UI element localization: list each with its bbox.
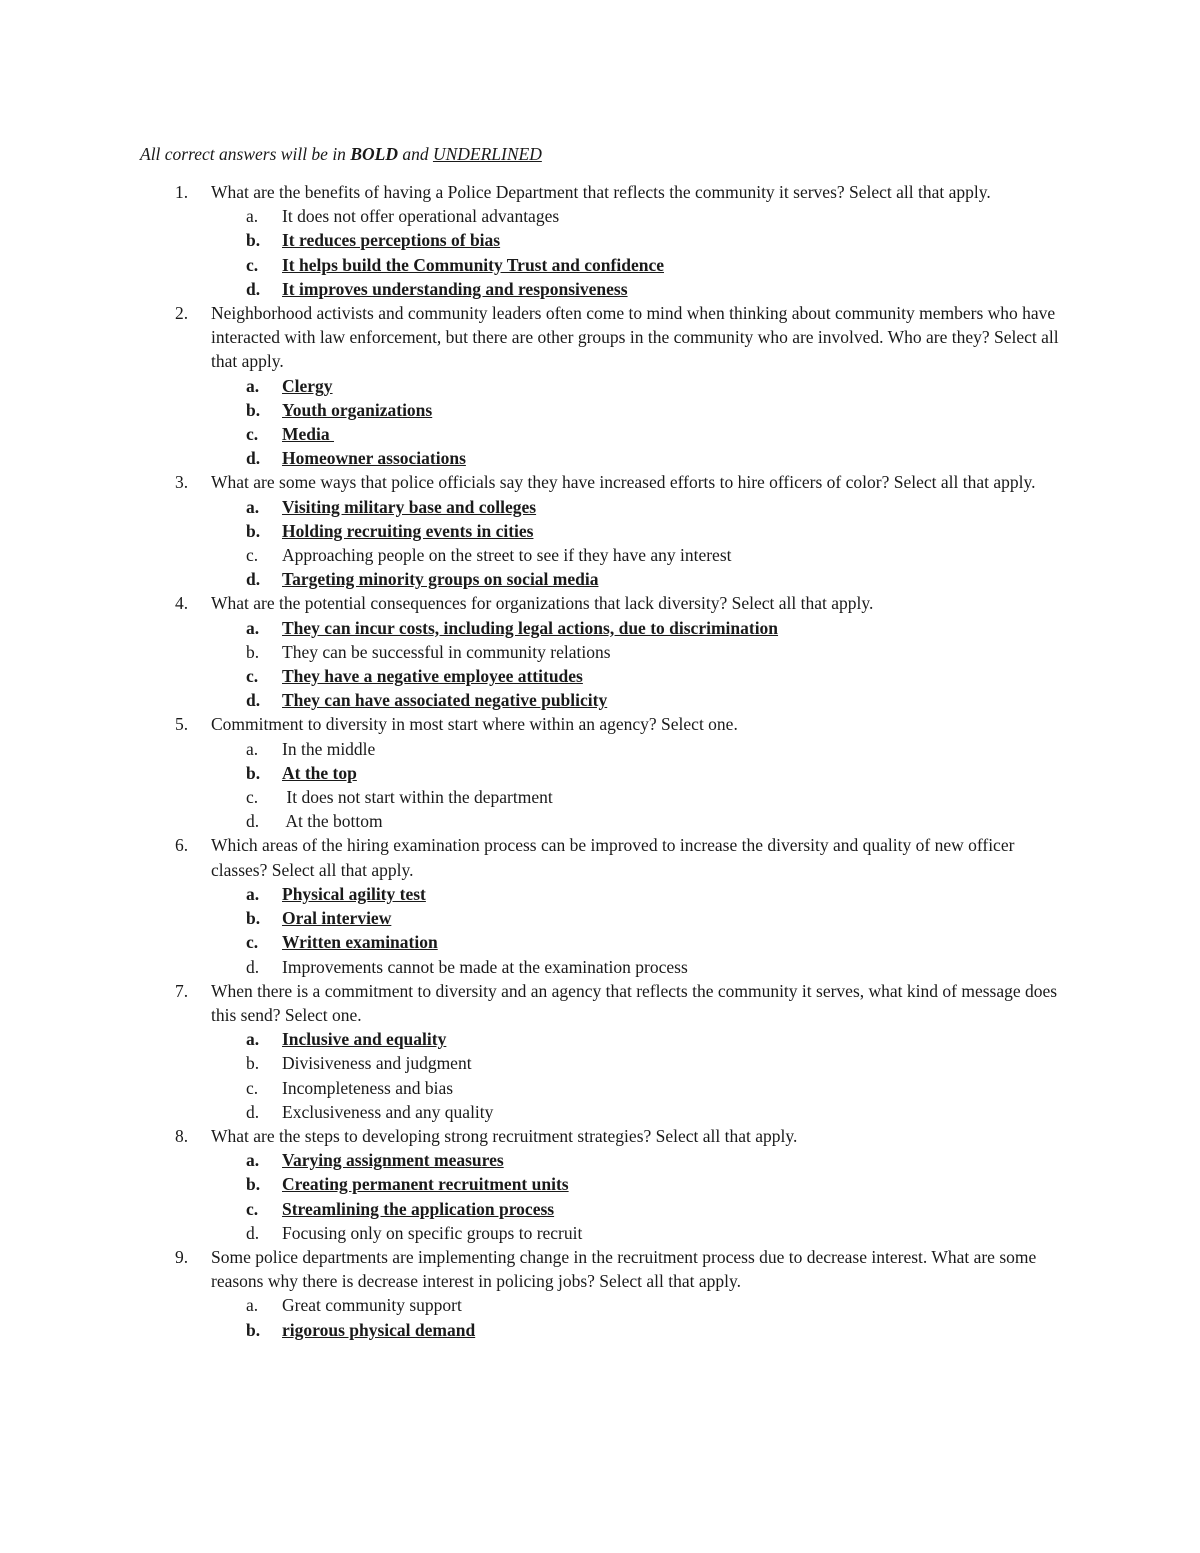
option-text: Oral interview — [282, 908, 392, 929]
question-number: 1. — [175, 182, 189, 202]
answer-option-correct — [0, 906, 1200, 930]
option-letter: a. — [246, 883, 260, 904]
option-text: rigorous physical demand — [282, 1319, 476, 1340]
option-text: Incompleteness and bias — [282, 1077, 454, 1098]
question-item — [0, 180, 1200, 204]
question-item — [0, 979, 1200, 1027]
answer-option-correct — [0, 446, 1200, 470]
option-letter: c. — [246, 254, 259, 275]
option-letter: a. — [246, 1029, 260, 1050]
question-item — [0, 470, 1200, 494]
option-text: It does not offer operational advantages — [282, 206, 560, 227]
question-item — [0, 833, 1200, 881]
answer-option-correct — [0, 398, 1200, 422]
option-letter: a. — [246, 1150, 260, 1171]
answer-option-correct — [0, 422, 1200, 446]
answer-option-correct — [0, 616, 1200, 640]
option-text: In the middle — [282, 738, 376, 759]
option-text: Visiting military base and colleges — [282, 496, 537, 517]
answer-option-correct — [0, 1027, 1200, 1051]
option-text: Clergy — [282, 375, 333, 396]
option-letter: c. — [246, 1198, 259, 1219]
question-item — [0, 301, 1200, 374]
question-item — [0, 1245, 1200, 1293]
question-list — [0, 180, 1200, 1342]
answer-option-correct — [0, 664, 1200, 688]
option-text: They have a negative employee attitudes — [282, 666, 583, 687]
option-text: Divisiveness and judgment — [282, 1053, 472, 1074]
option-letter: b. — [246, 1174, 261, 1195]
option-letter: b. — [246, 641, 260, 662]
option-text: It improves understanding and responsiveness — [282, 278, 628, 299]
answer-option-correct — [0, 1197, 1200, 1221]
option-text: Homeowner associations — [282, 448, 466, 469]
answer-option-correct — [0, 930, 1200, 954]
question-number: 8. — [175, 1125, 189, 1146]
option-letter: b. — [246, 520, 261, 541]
option-text: Physical agility test — [282, 883, 426, 904]
answer-option-correct — [0, 374, 1200, 398]
question-number: 6. — [175, 835, 189, 856]
option-letter: b. — [246, 230, 261, 251]
option-letter: a. — [246, 1295, 259, 1316]
question-text: What are the potential consequences for organizations that lack diversity? Select all that apply. — [211, 593, 874, 614]
question-text: When there is a commitment to diversity and an agency that reflects the community it serves, what kind of message does this send? Select one. — [211, 980, 1058, 1025]
option-text: It helps build the Community Trust and confidence — [282, 254, 664, 275]
answer-option — [0, 737, 1200, 761]
question-number: 3. — [175, 472, 189, 493]
option-text: Inclusive and equality — [282, 1029, 447, 1050]
option-text: At the bottom — [282, 811, 383, 832]
answer-option-correct — [0, 1172, 1200, 1196]
option-letter: d. — [246, 569, 261, 590]
option-text: Great community support — [282, 1295, 462, 1316]
option-text: Targeting minority groups on social media — [282, 569, 599, 590]
instructions-line — [140, 142, 542, 166]
option-letter: d. — [246, 278, 261, 299]
option-text: Holding recruiting events in cities — [282, 520, 534, 541]
option-text: Creating permanent recruitment units — [282, 1174, 569, 1195]
option-letter: c. — [246, 787, 259, 808]
option-letter: c. — [246, 932, 259, 953]
option-text: It reduces perceptions of bias — [282, 230, 501, 251]
answer-option-correct — [0, 761, 1200, 785]
answer-option — [0, 543, 1200, 567]
option-letter: b. — [246, 399, 261, 420]
answer-option-correct — [0, 1318, 1200, 1342]
option-letter: b. — [246, 1053, 260, 1074]
instructions-underlined-word: UNDERLINED — [432, 144, 542, 164]
option-letter: a. — [246, 375, 260, 396]
option-text: They can be successful in community relations — [282, 641, 611, 662]
option-letter: c. — [246, 545, 259, 566]
option-letter: d. — [246, 448, 261, 469]
answer-option — [0, 1100, 1200, 1124]
option-text: Streamlining the application process — [282, 1198, 555, 1219]
option-text: Youth organizations — [282, 399, 433, 420]
answer-option-correct — [0, 882, 1200, 906]
option-letter: a. — [246, 617, 260, 638]
answer-option-correct — [0, 567, 1200, 591]
option-letter: b. — [246, 762, 261, 783]
answer-option — [0, 955, 1200, 979]
option-letter: b. — [246, 908, 261, 929]
question-text: Which areas of the hiring examination process can be improved to increase the diversity and quality of new officer classes? Select all that apply. — [211, 835, 1015, 880]
option-text: Approaching people on the street to see if they have any interest — [282, 545, 732, 566]
question-number: 4. — [175, 593, 189, 614]
question-text: Neighborhood activists and community leaders often come to mind when thinking about community members who have interacted with law enforcement, but there are other groups in the community who are involved. Who are they? Select all that apply. — [211, 303, 1059, 372]
option-text: Focusing only on specific groups to recruit — [282, 1222, 583, 1243]
answer-option-correct — [0, 519, 1200, 543]
question-number: 5. — [175, 714, 189, 735]
option-text: At the top — [282, 762, 357, 783]
question-text: Commitment to diversity in most start where within an agency? Select one. — [211, 714, 738, 735]
answer-option — [0, 1051, 1200, 1075]
option-letter: a. — [246, 206, 259, 227]
answer-option — [0, 809, 1200, 833]
option-letter: d. — [246, 811, 260, 832]
answer-option-correct — [0, 688, 1200, 712]
option-text: Media — [282, 424, 335, 445]
option-text: Varying assignment measures — [282, 1150, 504, 1171]
option-letter: d. — [246, 1101, 260, 1122]
question-number: 7. — [175, 980, 189, 1001]
question-number: 2. — [175, 303, 189, 324]
option-text: They can incur costs, including legal actions, due to discrimination — [282, 617, 779, 638]
answer-option-correct — [0, 1148, 1200, 1172]
option-letter: d. — [246, 956, 260, 977]
option-text: Written examination — [282, 932, 438, 953]
option-letter: d. — [246, 1222, 260, 1243]
instructions-middle: and — [397, 144, 433, 164]
option-letter: a. — [246, 738, 259, 759]
answer-option — [0, 1293, 1200, 1317]
option-letter: d. — [246, 690, 261, 711]
question-item — [0, 591, 1200, 615]
option-letter: c. — [246, 1077, 259, 1098]
option-letter: a. — [246, 496, 260, 517]
option-text: Improvements cannot be made at the examination process — [282, 956, 688, 977]
answer-option — [0, 640, 1200, 664]
answer-option-correct — [0, 228, 1200, 252]
option-letter: c. — [246, 666, 259, 687]
answer-option — [0, 204, 1200, 228]
option-letter: b. — [246, 1319, 261, 1340]
question-text: What are the benefits of having a Police Department that reflects the community it serves? Select all that apply. — [211, 182, 991, 202]
option-text: It does not start within the department — [282, 787, 553, 808]
answer-option — [0, 1221, 1200, 1245]
answer-option-correct — [0, 495, 1200, 519]
answer-option-correct — [0, 277, 1200, 301]
option-text: They can have associated negative publicity — [282, 690, 608, 711]
question-text: Some police departments are implementing change in the recruitment process due to decrease interest. What are some reasons why there is decrease interest in policing jobs? Select all that apply. — [211, 1246, 1037, 1292]
question-text: What are the steps to developing strong recruitment strategies? Select all that apply. — [211, 1125, 798, 1146]
option-text: Exclusiveness and any quality — [282, 1101, 494, 1122]
answer-option — [0, 1076, 1200, 1100]
answer-option — [0, 785, 1200, 809]
instructions-bold-word: BOLD — [350, 144, 398, 164]
question-item — [0, 1124, 1200, 1148]
instructions-prefix: All correct answers will be in — [140, 144, 351, 164]
option-letter: c. — [246, 424, 259, 445]
question-text: What are some ways that police officials say they have increased efforts to hire officers of color? Select all that apply. — [211, 472, 1036, 493]
question-item — [0, 712, 1200, 736]
question-number: 9. — [175, 1246, 189, 1267]
answer-option-correct — [0, 253, 1200, 277]
